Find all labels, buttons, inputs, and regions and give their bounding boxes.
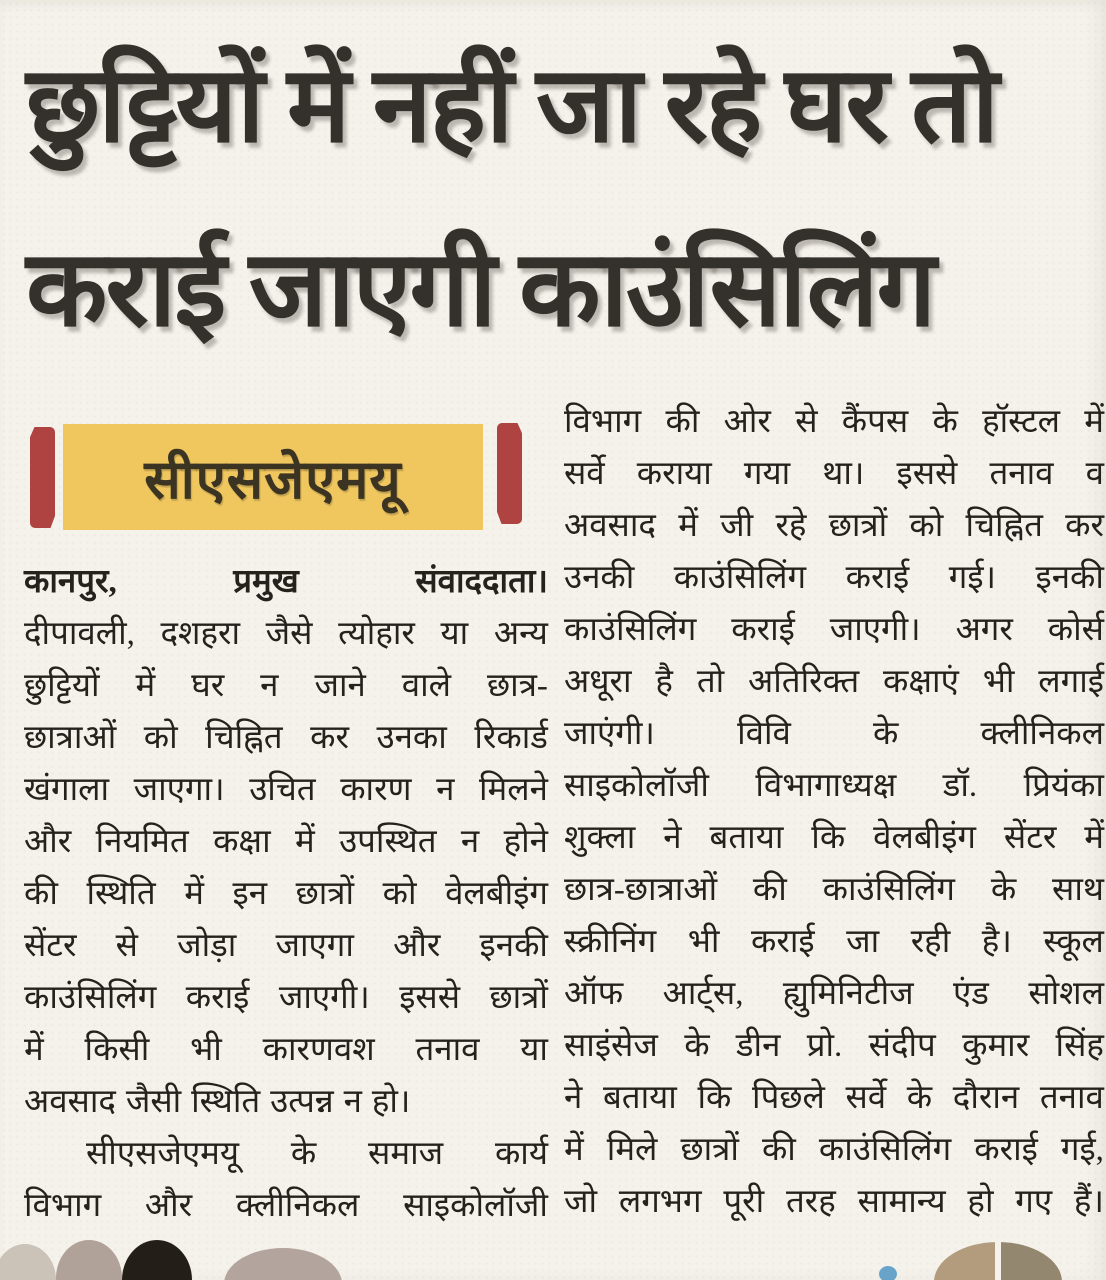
word: काउंसिलिंग [24,980,157,1016]
article-line [24,1180,548,1232]
word: कराई [731,612,795,648]
word: सेंटर [24,928,77,964]
article-line [564,708,1104,760]
word: जी [720,508,754,544]
word: कक्षा [213,824,271,860]
word: अवसाद [564,508,656,544]
word: था। [822,456,865,492]
word: त्योहार [338,616,415,652]
word: सर्वे [564,456,605,492]
word: एंड [953,976,989,1012]
word: डीन [735,1028,781,1064]
word: भी [687,924,720,960]
word: छात्र-छात्राओं [564,872,718,908]
article-line [564,760,1104,812]
cropped-photo-circle-3 [122,1240,192,1280]
article-line [564,1124,1104,1176]
word: समाज [368,1136,444,1172]
word: जाएंगी। [564,716,655,752]
word: कर [1065,508,1104,544]
word: मिले [606,1132,658,1168]
word: न [260,668,279,704]
word: के [290,1136,317,1172]
word: या [520,1032,548,1068]
word: गया [743,456,791,492]
word: में [564,1132,584,1168]
word: और [144,1188,193,1224]
word: साइकोलॉजी [564,768,709,804]
cropped-photo-circle-2 [56,1240,122,1280]
word: रिकार्ड [474,720,548,756]
word: चिह्नित [205,720,283,756]
word: सीएसजेएमयू [86,1136,240,1172]
word: प्रो. [806,1028,843,1064]
cropped-photo-oval [224,1248,342,1280]
article-line [24,816,548,868]
word: अधूरा [564,664,632,700]
word: मिलने [479,772,548,808]
word: ने [663,820,682,856]
article-line [564,500,1104,552]
word: विवि [737,716,791,752]
word: कराई [845,560,910,596]
headline-line-1: छुट्टियों में नहीं जा रहे घर तो [26,47,998,164]
article-line [24,608,548,660]
word: साइकोलॉजी [403,1188,548,1224]
article-line [564,968,1104,1020]
word: सेंटर [1003,820,1057,856]
word: और [393,928,441,964]
word: उत्पन्न [270,1084,334,1120]
word: में [184,876,204,912]
word: स्थिति [86,876,156,912]
word: रही [910,924,951,960]
word: न [460,824,480,860]
word: जैसी [125,1084,182,1120]
kicker-box [63,424,483,530]
article-line [564,1176,1104,1228]
word: की [24,876,58,912]
word: से [795,404,818,440]
word: के [906,1080,933,1116]
article-line [24,920,548,972]
cropped-photo-circle-1 [0,1244,56,1280]
word: की [665,404,700,440]
word: नियमित [95,824,189,860]
word: तरह [785,1184,836,1220]
word: व [1085,456,1104,492]
word: आर्ट्स, [662,976,744,1012]
word: उनका [376,720,447,756]
article-line [564,396,1104,448]
word: सामान्य [857,1184,946,1220]
word: इनकी [1035,560,1104,596]
word: अन्य [493,616,548,652]
word: के [932,404,958,440]
word: में [1084,404,1104,440]
word: है। [981,924,1012,960]
article-column-right [564,396,1104,1228]
word: गई, [1060,1132,1104,1168]
word: की [752,872,787,908]
word: जाएगा [275,928,354,964]
word: काउंसिलिंग [673,560,807,596]
kicker-label: सीएसजेएमयू [144,450,402,510]
word: रहे [775,508,807,544]
word: काउंसिलिंग [564,612,697,648]
word: में [24,1032,44,1068]
article-line [24,764,548,816]
word: वेलबीइंग [873,820,977,856]
word: की [761,1132,796,1168]
word: प्रमुख [233,564,299,600]
word: उचित [249,772,316,808]
word: हो [967,1184,994,1220]
word: सोशल [1028,976,1104,1012]
word: कानपुर, [24,564,117,600]
word: पिछले [752,1080,825,1116]
word: जैसे [265,616,313,652]
word: में [1084,820,1104,856]
word: कि [811,820,846,856]
word: ह्युमिनिटीज [782,976,914,1012]
word: लगभग [618,1184,702,1220]
word: अगर [955,612,1013,648]
article-line [24,972,548,1024]
word: दशहरा [160,616,241,652]
word: दौरान [952,1080,1020,1116]
headline-line-2: कराई जाएगी काउंसिलिंग [26,231,935,348]
word: को [143,720,178,756]
word: या [440,616,469,652]
word: जोड़ा [177,928,237,964]
word: विभागाध्यक्ष [755,768,897,804]
word: क्लीनिकल [980,716,1104,752]
word: ओर [723,404,771,440]
word: में [678,508,698,544]
word: स्क्रीनिंग [564,924,657,960]
word: के [990,872,1017,908]
word: छुट्टियों [24,668,100,704]
article-column-left [24,556,548,1232]
word: छात्राओं [24,720,117,756]
word: न [436,772,455,808]
word: संदीप [868,1028,936,1064]
word: कर [310,720,349,756]
word: जाएगा। [133,772,225,808]
word: कक्षाएं [883,664,959,700]
word: न [343,1084,362,1120]
word: अतिरिक्त [748,664,860,700]
article-line [564,552,1104,604]
word: कराई [974,1132,1038,1168]
article-headline [26,14,1088,382]
word: प्रियंका [1023,768,1104,804]
cropped-photo-oval-right [934,1242,1062,1280]
word: छात्रों [489,980,548,1016]
word: दीपावली, [24,616,135,652]
section-kicker [30,421,526,531]
word: कि [697,1080,732,1116]
word: साथ [1052,872,1104,908]
article-line [24,1076,548,1128]
word: में [135,668,156,704]
word: डॉ. [942,768,978,804]
word: संवाददाता। [415,564,548,600]
word: हॉस्टल [982,404,1060,440]
word: काउंसिलिंग [822,872,955,908]
word: के [873,716,899,752]
word: गए [1015,1184,1053,1220]
article-line [564,1020,1104,1072]
word: तो [696,664,725,700]
word: क्लीनिकल [235,1188,360,1224]
word: कारणवश [262,1032,375,1068]
word: बताया [709,820,784,856]
word: भी [190,1032,222,1068]
word: चिह्नित [965,508,1043,544]
word: जाएगी। [829,612,921,648]
word: किसी [84,1032,150,1068]
word: और [24,824,72,860]
word: ने [564,1080,583,1116]
word: लगाई [1038,664,1104,700]
oval-right-left-half [934,1242,995,1280]
word: इन [232,876,268,912]
word: में [295,824,315,860]
word: छात्र- [487,668,548,704]
word: वेलबीइंग [445,876,548,912]
word: तनाव [989,456,1054,492]
word: खंगाला [24,772,110,808]
kicker-red-bar-left [30,427,55,528]
word: साइंसेज [564,1028,658,1064]
word: शुक्ला [564,820,636,856]
word: छात्रों [295,876,355,912]
article-line [564,656,1104,708]
word: तनाव [415,1032,480,1068]
article-line [24,712,548,764]
word: छात्रों [680,1132,739,1168]
word: इससे [399,980,461,1016]
article-line [564,916,1104,968]
word: गई। [948,560,997,596]
word: स्थिति [191,1084,261,1120]
word: विभाग [24,1188,102,1224]
article-line [564,812,1104,864]
word: को [382,876,417,912]
article-line [24,1128,548,1180]
word: जाने [314,668,366,704]
word: तनाव [1039,1080,1104,1116]
word: उपस्थित [339,824,437,860]
word: कराई [750,924,815,960]
word: स्कूल [1043,924,1104,960]
word: कार्य [494,1136,548,1172]
word: जा [846,924,880,960]
word: है [655,664,673,700]
article-line [564,604,1104,656]
oval-right-right-half [1001,1242,1062,1280]
article-line [24,556,548,608]
word: हो। [371,1084,411,1120]
word: पूरी [723,1184,765,1220]
word: कैंपस [841,404,909,440]
word: वाले [401,668,452,704]
word: इससे [896,456,958,492]
word: विभाग [564,404,642,440]
word: काउंसिलिंग [818,1132,952,1168]
word: भी [982,664,1015,700]
word: होने [503,824,548,860]
word: अवसाद [24,1084,116,1120]
word: जो [564,1184,598,1220]
word: घर [191,668,225,704]
ink-smudge-blue [879,1266,897,1280]
word: से [115,928,138,964]
word: कोर्स [1047,612,1104,648]
word: कराया [636,456,712,492]
article-line [24,660,548,712]
article-line [24,868,548,920]
article-line [564,864,1104,916]
word: छात्रों [828,508,888,544]
word: ऑफ [564,976,624,1012]
word: के [684,1028,710,1064]
word: हैं। [1073,1184,1104,1220]
word: कुमार [962,1028,1030,1064]
word: कराई [185,980,250,1016]
word: कारण [340,772,412,808]
word: सिंह [1055,1028,1104,1064]
article-line [564,448,1104,500]
word: उनकी [564,560,635,596]
article-line [24,1024,548,1076]
word: सर्वे [845,1080,887,1116]
word: को [909,508,944,544]
word: इनकी [479,928,548,964]
word: जाएगी। [278,980,370,1016]
kicker-red-bar-right [497,423,522,524]
article-line [564,1072,1104,1124]
word: बताया [602,1080,677,1116]
